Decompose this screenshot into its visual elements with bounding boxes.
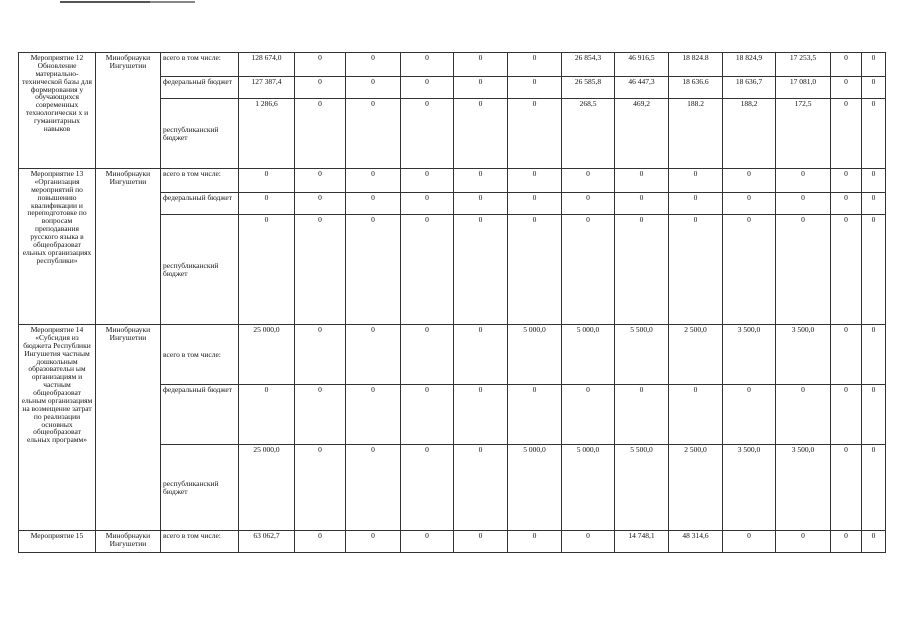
amount-cell: 0: [239, 169, 295, 193]
funding-source-cell: всего в том числе:: [161, 531, 239, 553]
funding-source-cell: республиканский бюджет: [161, 99, 239, 169]
amount-cell: 0: [831, 77, 862, 99]
amount-cell: 0: [615, 169, 669, 193]
amount-cell: 0: [401, 215, 454, 325]
amount-cell: 0: [862, 53, 886, 77]
amount-cell: 0: [862, 385, 886, 445]
amount-cell: 0: [346, 215, 401, 325]
amount-cell: 0: [723, 169, 776, 193]
event-name-cell: Мероприятие 12 Обновление материально-технической базы для формирования у обучающихся современных технологически х и гуманитарных навыков: [19, 53, 96, 169]
amount-cell: 1 286,6: [239, 99, 295, 169]
funding-source-cell: всего в том числе:: [161, 53, 239, 77]
amount-cell: 25 000,0: [239, 445, 295, 531]
amount-cell: 0: [295, 99, 346, 169]
amount-cell: 0: [615, 385, 669, 445]
table-row: [19, 53, 886, 77]
amount-cell: 0: [862, 445, 886, 531]
amount-cell: 18 824,9: [723, 53, 776, 77]
amount-cell: 0: [454, 193, 508, 215]
amount-cell: 0: [401, 385, 454, 445]
amount-cell: 0: [239, 193, 295, 215]
amount-cell: 0: [401, 531, 454, 553]
table-row: [19, 531, 886, 553]
amount-cell: 0: [862, 193, 886, 215]
amount-cell: 2 500,0: [669, 325, 723, 385]
amount-cell: 0: [831, 531, 862, 553]
amount-cell: 5 000,0: [562, 445, 615, 531]
amount-cell: 0: [295, 77, 346, 99]
funding-source-cell: всего в том числе:: [161, 325, 239, 385]
event-name-cell: Мероприятие 15: [19, 531, 96, 553]
amount-cell: 0: [508, 531, 562, 553]
amount-cell: 0: [401, 77, 454, 99]
amount-cell: 5 000,0: [508, 445, 562, 531]
amount-cell: 0: [346, 169, 401, 193]
funding-source-cell: федеральный бюджет: [161, 77, 239, 99]
amount-cell: 0: [831, 325, 862, 385]
amount-cell: 0: [862, 169, 886, 193]
scan-artifact-line: [150, 1, 195, 3]
amount-cell: 18 636.6: [669, 77, 723, 99]
amount-cell: 188.2: [669, 99, 723, 169]
executor-cell: Минобрнауки Ингушетии: [96, 169, 161, 325]
amount-cell: 0: [831, 215, 862, 325]
amount-cell: 0: [454, 77, 508, 99]
amount-cell: 0: [295, 193, 346, 215]
amount-cell: 0: [346, 445, 401, 531]
amount-cell: 0: [508, 53, 562, 77]
amount-cell: 0: [346, 193, 401, 215]
amount-cell: 46 916,5: [615, 53, 669, 77]
amount-cell: 26 585,8: [562, 77, 615, 99]
amount-cell: 5 000,0: [562, 325, 615, 385]
amount-cell: 0: [454, 169, 508, 193]
amount-cell: 0: [562, 531, 615, 553]
amount-cell: 0: [776, 215, 831, 325]
amount-cell: 0: [295, 385, 346, 445]
amount-cell: 5 500,0: [615, 445, 669, 531]
amount-cell: 0: [454, 53, 508, 77]
amount-cell: 0: [454, 445, 508, 531]
executor-cell: Минобрнауки Ингушетии: [96, 531, 161, 553]
amount-cell: 0: [831, 53, 862, 77]
amount-cell: 0: [776, 193, 831, 215]
amount-cell: 0: [862, 77, 886, 99]
amount-cell: 0: [669, 193, 723, 215]
amount-cell: 128 674,0: [239, 53, 295, 77]
amount-cell: 0: [401, 53, 454, 77]
amount-cell: 0: [454, 531, 508, 553]
amount-cell: 172,5: [776, 99, 831, 169]
amount-cell: 18 636,7: [723, 77, 776, 99]
amount-cell: 26 854,3: [562, 53, 615, 77]
amount-cell: 0: [669, 385, 723, 445]
amount-cell: 0: [295, 325, 346, 385]
amount-cell: 17 253,5: [776, 53, 831, 77]
amount-cell: 0: [508, 215, 562, 325]
amount-cell: 0: [776, 531, 831, 553]
table-row: [19, 169, 886, 193]
amount-cell: 0: [401, 325, 454, 385]
budget-table: [18, 52, 886, 553]
amount-cell: 0: [346, 77, 401, 99]
funding-source-cell: федеральный бюджет: [161, 193, 239, 215]
amount-cell: 268,5: [562, 99, 615, 169]
amount-cell: 0: [615, 215, 669, 325]
amount-cell: 0: [562, 215, 615, 325]
executor-cell: Минобрнауки Ингушетии: [96, 53, 161, 169]
event-name-cell: Мероприятие 14 «Субсидия из бюджета Республики Ингушетия частным дошкольным образовательн ым организациям и частным общеобразоват ельным организациям на возмещение затрат по реализации основных общеобразоват ельных программ»: [19, 325, 96, 531]
amount-cell: 0: [346, 385, 401, 445]
funding-source-cell: республиканский бюджет: [161, 445, 239, 531]
amount-cell: 0: [508, 193, 562, 215]
amount-cell: 188,2: [723, 99, 776, 169]
table-row: [19, 325, 886, 385]
amount-cell: 0: [401, 193, 454, 215]
amount-cell: 0: [508, 169, 562, 193]
amount-cell: 14 748,1: [615, 531, 669, 553]
amount-cell: 0: [295, 53, 346, 77]
amount-cell: 0: [239, 215, 295, 325]
amount-cell: 0: [831, 445, 862, 531]
funding-source-cell: всего в том числе:: [161, 169, 239, 193]
amount-cell: 0: [669, 215, 723, 325]
amount-cell: 0: [723, 531, 776, 553]
amount-cell: 3 500,0: [776, 445, 831, 531]
amount-cell: 0: [723, 385, 776, 445]
amount-cell: 3 500,0: [776, 325, 831, 385]
amount-cell: 0: [723, 215, 776, 325]
amount-cell: 0: [776, 385, 831, 445]
amount-cell: 0: [401, 445, 454, 531]
amount-cell: 0: [562, 385, 615, 445]
amount-cell: 0: [562, 169, 615, 193]
amount-cell: 469,2: [615, 99, 669, 169]
funding-source-cell: федеральный бюджет: [161, 385, 239, 445]
amount-cell: 0: [831, 169, 862, 193]
amount-cell: 0: [454, 325, 508, 385]
amount-cell: 0: [346, 99, 401, 169]
amount-cell: 0: [723, 193, 776, 215]
amount-cell: 2 500,0: [669, 445, 723, 531]
amount-cell: 25 000,0: [239, 325, 295, 385]
amount-cell: 0: [295, 169, 346, 193]
amount-cell: 0: [454, 385, 508, 445]
amount-cell: 0: [295, 215, 346, 325]
amount-cell: 18 824.8: [669, 53, 723, 77]
amount-cell: 17 081,0: [776, 77, 831, 99]
amount-cell: 46 447,3: [615, 77, 669, 99]
amount-cell: 0: [862, 99, 886, 169]
amount-cell: 0: [831, 99, 862, 169]
executor-cell: Минобрнауки Ингушетии: [96, 325, 161, 531]
amount-cell: 5 500,0: [615, 325, 669, 385]
amount-cell: 0: [454, 99, 508, 169]
amount-cell: 48 314,6: [669, 531, 723, 553]
amount-cell: 0: [401, 99, 454, 169]
funding-source-cell: республиканский бюджет: [161, 215, 239, 325]
amount-cell: 0: [615, 193, 669, 215]
event-name-cell: Мероприятие 13 «Организация мероприятий по повышению квалификации и переподготовке по вопросам преподавания русского языка в общеобразоват ельных организациях республики»: [19, 169, 96, 325]
amount-cell: 63 062,7: [239, 531, 295, 553]
amount-cell: 127 387,4: [239, 77, 295, 99]
amount-cell: 0: [776, 169, 831, 193]
amount-cell: 0: [401, 169, 454, 193]
amount-cell: 0: [295, 531, 346, 553]
amount-cell: 0: [346, 325, 401, 385]
amount-cell: 0: [346, 53, 401, 77]
amount-cell: 0: [831, 385, 862, 445]
amount-cell: 0: [669, 169, 723, 193]
amount-cell: 0: [562, 193, 615, 215]
amount-cell: 0: [862, 325, 886, 385]
amount-cell: 0: [508, 77, 562, 99]
amount-cell: 0: [862, 215, 886, 325]
amount-cell: 0: [508, 385, 562, 445]
amount-cell: 0: [508, 99, 562, 169]
amount-cell: 3 500,0: [723, 325, 776, 385]
amount-cell: 0: [454, 215, 508, 325]
amount-cell: 0: [862, 531, 886, 553]
amount-cell: 0: [831, 193, 862, 215]
amount-cell: 0: [295, 445, 346, 531]
amount-cell: 5 000,0: [508, 325, 562, 385]
amount-cell: 0: [239, 385, 295, 445]
amount-cell: 0: [346, 531, 401, 553]
amount-cell: 3 500,0: [723, 445, 776, 531]
